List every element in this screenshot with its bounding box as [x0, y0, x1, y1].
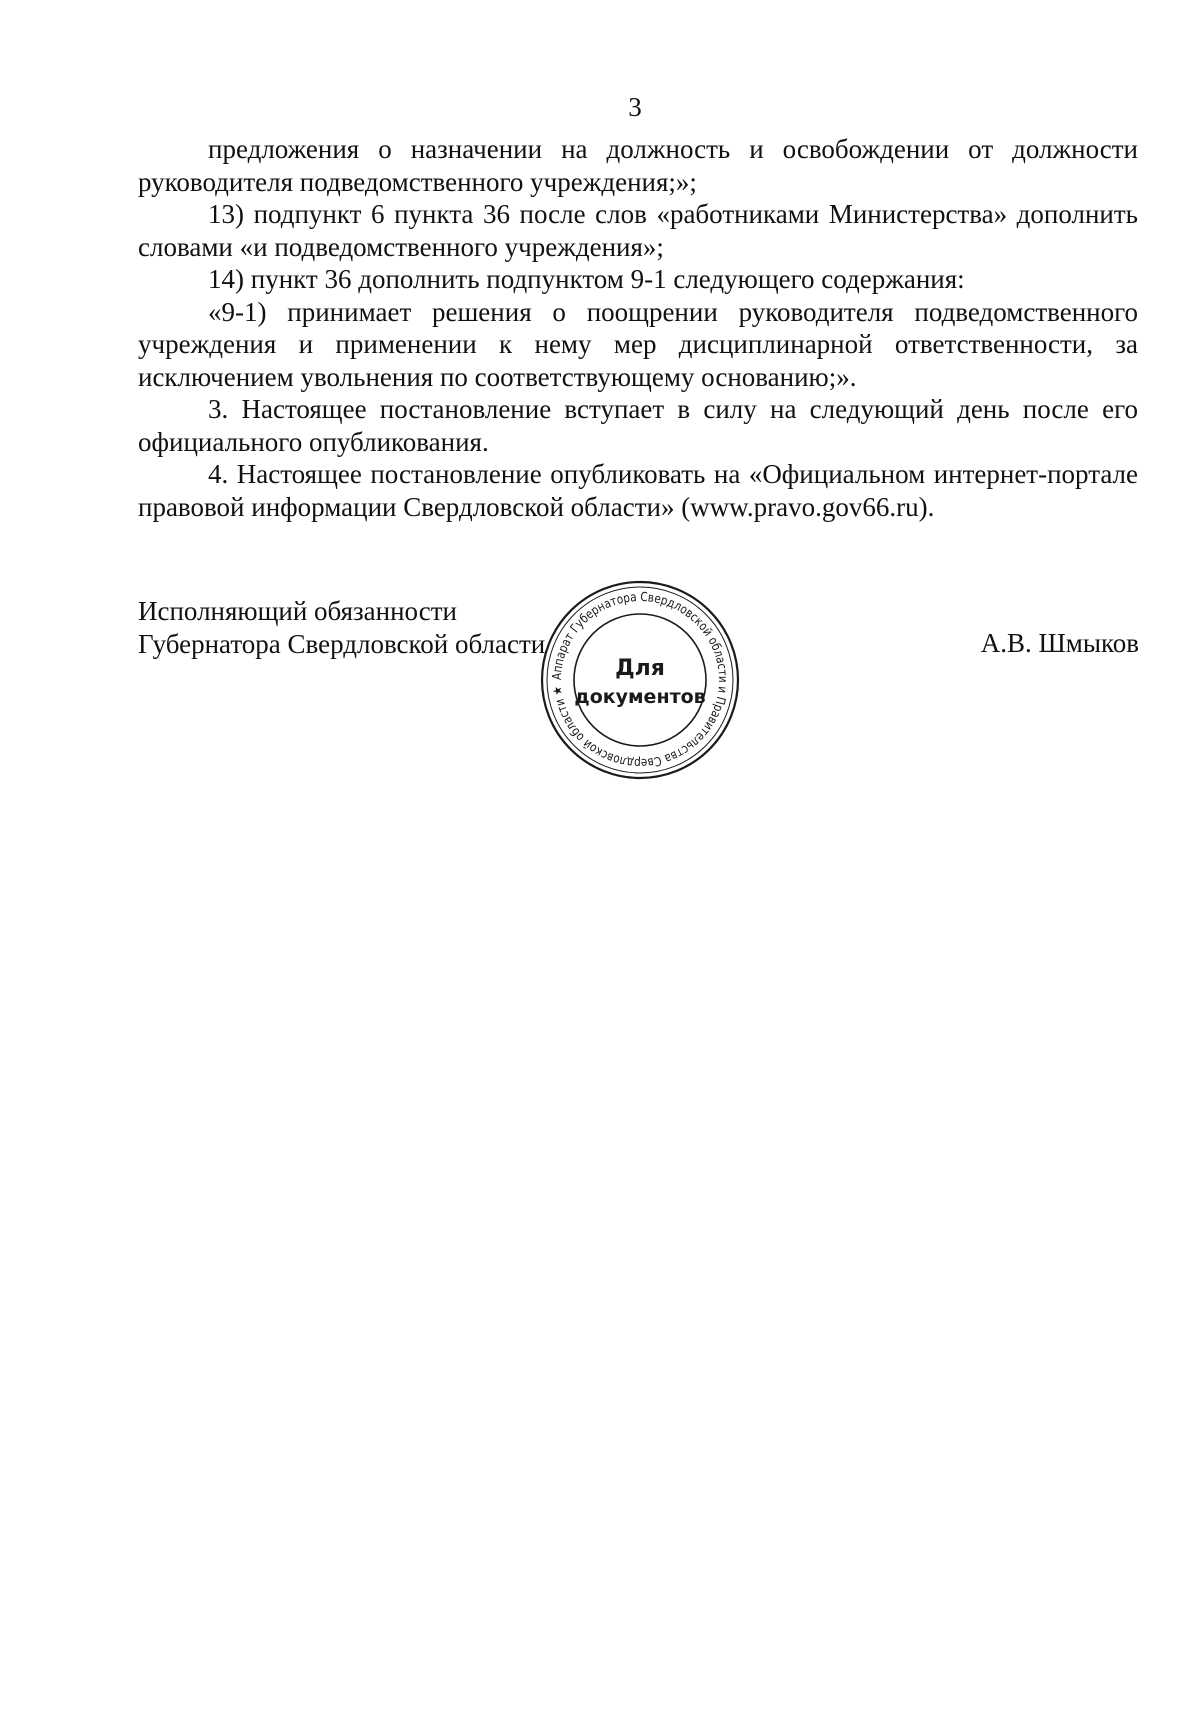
- seal-ring-text: Аппарат Губернатора Свердловской области и Правительства Свердловской области ★: [548, 588, 732, 772]
- paragraph-subitem-9-1: «9-1) принимает решения о поощрении руководителя подведомственного учреждения и применении к нему мер дисциплинарной ответственности, за исключением увольнения по соответствующему основанию;».: [138, 296, 1138, 392]
- paragraph-item-13: 13) подпункт 6 пункта 36 после слов «работниками Министерства» дополнить словами «и подведомственного учреждения»;: [138, 199, 1138, 262]
- paragraph-continuation: предложения о назначении на должность и освобождении от должности руководителя подведомственного учреждения;»;: [138, 134, 1138, 197]
- page-number: 3: [628, 92, 642, 122]
- document-body: [138, 133, 1138, 523]
- signatory-name: А.В. Шмыков: [980, 628, 1139, 658]
- official-seal-stamp: [538, 578, 742, 782]
- signature-title-line1: Исполняющий обязанности: [138, 596, 457, 626]
- seal-icon: [538, 578, 742, 782]
- paragraph-item-14: 14) пункт 36 дополнить подпунктом 9-1 следующего содержания:: [208, 264, 965, 294]
- signature-title: [138, 595, 545, 660]
- paragraph-point-4: 4. Настоящее постановление опубликовать на «Официальном интернет-портале правовой информации Свердловской области» (www.pravo.gov66.ru).: [138, 459, 1138, 522]
- seal-center-line2: документов: [574, 686, 706, 708]
- seal-center-line1: Для: [615, 656, 665, 681]
- paragraph-point-3: 3. Настоящее постановление вступает в силу на следующий день после его официального опубликования.: [138, 394, 1138, 457]
- signature-title-line2: Губернатора Свердловской области: [138, 628, 546, 659]
